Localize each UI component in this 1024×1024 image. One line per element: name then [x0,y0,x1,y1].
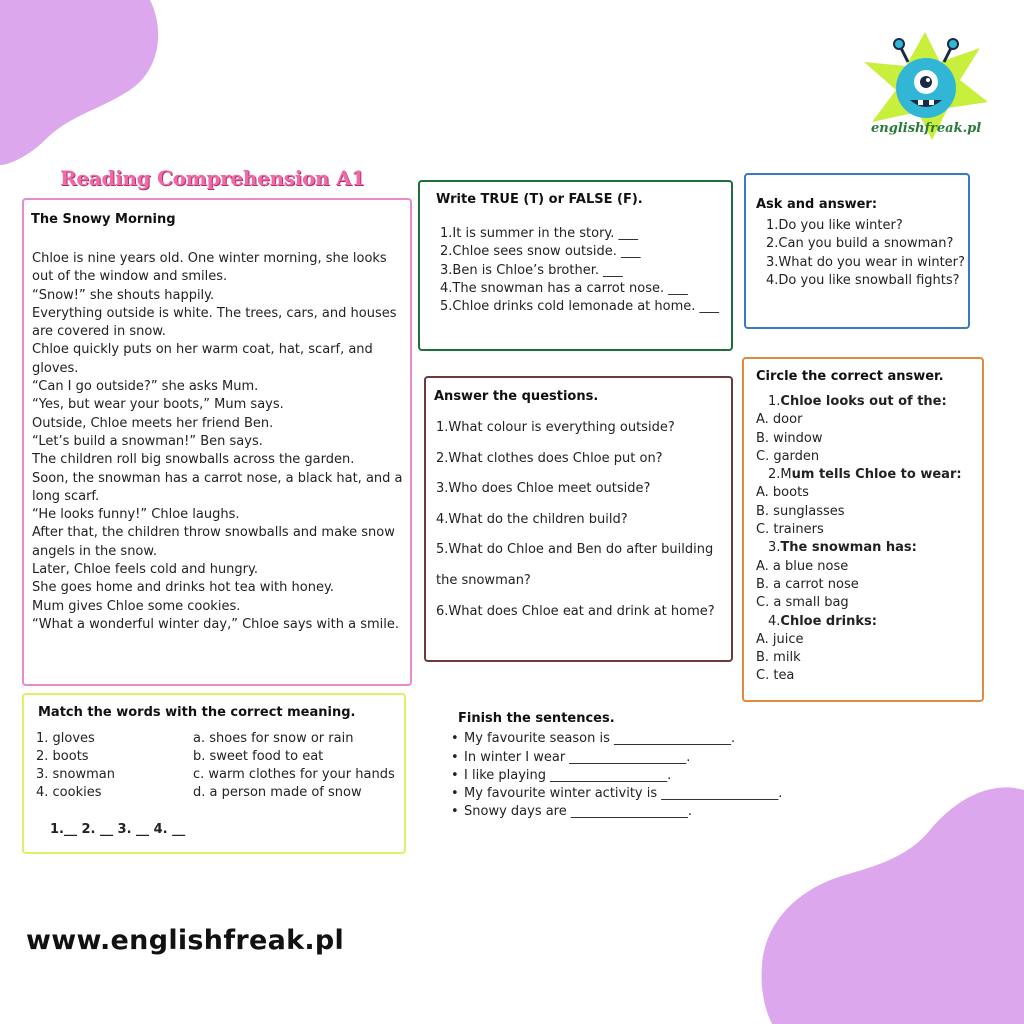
story-line: The children roll big snowballs across the garden. [32,452,355,468]
question-text: 3.The snowman has: [768,540,917,556]
story-line: Mum gives Chloe some cookies. [32,598,241,614]
option-text: A. juice [756,631,804,647]
match-meaning: b. sweet food to eat [193,749,324,764]
match-word: 4. cookies [36,785,102,800]
match-answer-blanks: 1.__ 2. __ 3. __ 4. __ [50,822,186,837]
list-item: 4.What do the children build? [436,511,628,527]
answer-questions-box [424,376,733,662]
purple-blob-top-left [0,0,170,170]
list-item: • I like playing __________________. [464,767,850,785]
list-item: 1.Do you like winter? [766,218,903,233]
match-word: 3. snowman [36,767,116,782]
match-title: Match the words with the correct meaning. [38,705,356,720]
option-text: A. door [756,412,803,428]
option-text: C. a small bag [756,595,849,611]
story-title: The Snowy Morning [31,212,176,227]
list-item: 6.What does Chloe eat and drink at home? [436,603,715,619]
story-line: Chloe quickly puts on her warm coat, hat, scarf, and gloves. [32,342,373,376]
story-line: “What a wonderful winter day,” Chloe says with a smile. [32,616,400,632]
list-item: 2.Can you build a snowman? [766,236,954,252]
story-line: Soon, the snowman has a carrot nose, a black hat, and a long scarf. [32,470,403,504]
question-text: 2.Mum tells Chloe to wear: [768,467,962,483]
option-text: B. window [756,430,823,446]
match-word: 2. boots [36,749,89,764]
option-text: A. boots [756,485,809,501]
true-false-list [440,225,730,316]
question-text: 1.Chloe looks out of the: [768,394,947,409]
question-text: 4.Chloe drinks: [768,613,877,629]
story-line: “Yes, but wear your boots,” Mum says. [32,397,284,413]
list-item: 5.Chloe drinks cold lemonade at home. ___ [440,299,720,315]
match-meaning: d. a person made of snow [193,785,362,800]
circle-answer-list [756,393,981,686]
match-box [22,693,406,854]
answer-questions-list [436,413,731,627]
list-item: • Snowy days are __________________. [464,803,850,821]
true-false-box [418,180,733,351]
story-line: Everything outside is white. The trees, cars, and houses are covered in snow. [32,305,397,340]
finish-sentences-title: Finish the sentences. [458,711,615,726]
story-line: Later, Chloe feels cold and hungry. [32,562,258,578]
list-item: 1.What colour is everything outside? [436,420,675,435]
option-text: C. garden [756,448,820,464]
match-row [36,748,406,766]
list-item: • My favourite winter activity is __________________. [464,785,850,803]
logo-text: englishfreak.pl [871,121,982,136]
option-text: A. a blue nose [756,558,849,574]
match-meaning: c. warm clothes for your hands [193,767,395,782]
list-item: • In winter I wear __________________. [464,749,850,767]
option-text: B. a carrot nose [756,576,859,592]
list-item: 4.Do you like snowball fights? [766,272,960,288]
list-item: • My favourite season is __________________. [464,730,850,748]
ask-answer-title: Ask and answer: [756,197,878,212]
story-box [22,198,412,686]
finish-sentences-section [450,710,850,822]
option-text: B. milk [756,650,801,666]
match-meaning: a. shoes for snow or rain [193,731,354,746]
list-item: 2.What clothes does Chloe put on? [436,450,663,466]
list-item: 5.What do Chloe and Ben do after building the snowman? [436,542,714,588]
ask-answer-list [766,217,966,290]
story-line: Chloe is nine years old. One winter morning, she looks out of the window and smiles. [32,251,387,285]
list-item: 4.The snowman has a carrot nose. ___ [440,280,688,296]
match-row [36,766,406,784]
list-item: 1.It is summer in the story. ___ [440,226,639,241]
finish-sentences-list [450,730,850,821]
answer-questions-title: Answer the questions. [434,389,599,404]
list-item: 3.Who does Chloe meet outside? [436,481,651,497]
page-title: Reading Comprehension A1 [60,166,365,190]
match-row [36,730,406,748]
story-line: “Can I go outside?” she asks Mum. [32,379,259,395]
story-text [32,250,404,634]
circle-answer-box [742,357,984,702]
story-line: “He looks funny!” Chloe laughs. [32,507,240,523]
match-word: 1. gloves [36,731,95,746]
list-item: 2.Chloe sees snow outside. ___ [440,244,641,260]
story-line: After that, the children throw snowballs and make snow angels in the snow. [32,525,395,559]
list-item: 3.Ben is Chloe’s brother. ___ [440,262,623,278]
story-line: She goes home and drinks hot tea with honey. [32,580,334,596]
true-false-title: Write TRUE (T) or FALSE (F). [436,192,643,207]
story-line: “Let’s build a snowman!” Ben says. [32,433,263,449]
footer-website-url: www.englishfreak.pl [26,925,345,956]
story-line: Outside, Chloe meets her friend Ben. [32,415,274,431]
story-line: “Snow!” she shouts happily. [32,287,215,303]
option-text: C. tea [756,668,795,684]
circle-answer-title: Circle the correct answer. [756,369,944,384]
ask-answer-box [744,173,970,329]
match-row [36,784,406,802]
option-text: B. sunglasses [756,503,845,519]
option-text: C. trainers [756,522,824,538]
list-item: 3.What do you wear in winter? [766,254,965,270]
